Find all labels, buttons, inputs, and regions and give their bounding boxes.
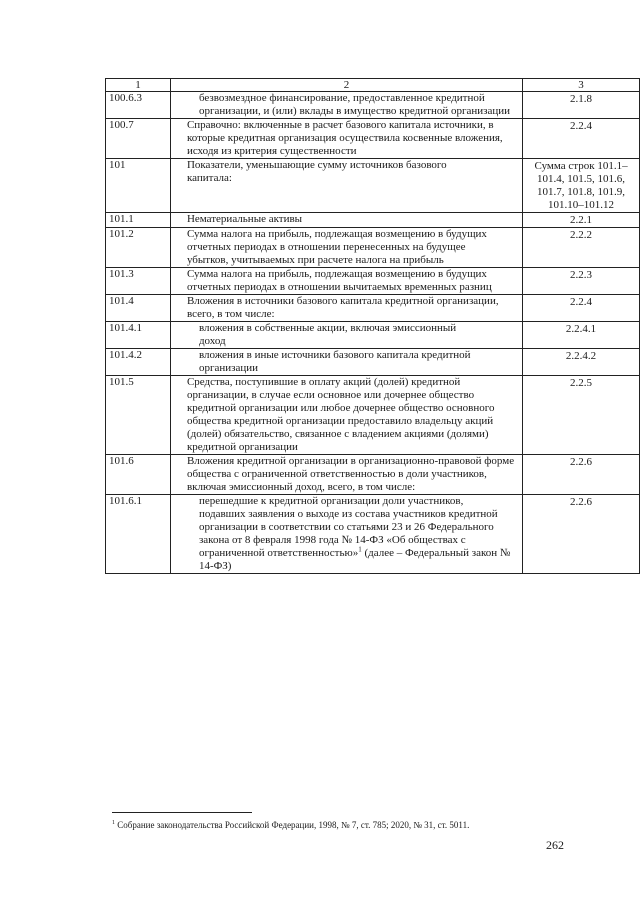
footnote-separator [112,812,252,813]
footnote-text: Собрание законодательства Российской Федерации, 1998, № 7, ст. 785; 2020, № 31, ст. 5011. [115,820,470,830]
row-code: 101 [106,159,171,213]
row-reference: 2.2.4.2 [523,349,640,376]
row-code: 100.7 [106,119,171,159]
row-reference: 2.1.8 [523,92,640,119]
table-row [106,349,640,376]
page-number: 262 [546,838,564,852]
column-header-3: 3 [523,79,640,92]
row-code: 101.4 [106,295,171,322]
row-code: 101.6.1 [106,495,171,574]
row-description: Сумма налога на прибыль, подлежащая возмещению в будущих отчетных периодах в отношении перенесенных на будущее убытков, учитываемых при расчете налога на прибыль [170,228,522,268]
row-description-text-continued: (далее – Федеральный закон № 14-ФЗ) [198,547,511,572]
table-row [106,376,640,455]
column-header-1: 1 [106,79,171,92]
row-code: 100.6.3 [106,92,171,119]
row-code: 101.4.2 [106,349,171,376]
row-description: вложения в иные источники базового капитала кредитной организации [170,349,522,376]
table-row [106,455,640,495]
row-code: 101.1 [106,213,171,228]
column-header-2: 2 [170,79,522,92]
row-reference: 2.2.6 [523,455,640,495]
row-description [170,495,522,574]
row-description: Средства, поступившие в оплату акций (долей) кредитной организации, в случае если основное или дочернее общество кредитной организации или любое дочернее общество основного общества кредитной организации предоставило владельцу акций (долей) обязательство, связанное с владением акциями (долями) кредитной организации [170,376,522,455]
row-description: Вложения в источники базового капитала кредитной организации, всего, в том числе: [170,295,522,322]
row-reference: 2.2.1 [523,213,640,228]
table-row [106,92,640,119]
footnote-reference: 1 [358,545,362,554]
row-reference: 2.2.4.1 [523,322,640,349]
table-header-row [106,79,640,92]
row-code: 101.5 [106,376,171,455]
row-reference: 2.2.3 [523,268,640,295]
row-code: 101.3 [106,268,171,295]
table-row [106,268,640,295]
table-row [106,159,640,213]
row-reference: 2.2.4 [523,295,640,322]
row-description: Вложения кредитной организации в организационно-правовой форме общества с ограниченной ответственностью в доли участников, включая эмиссионный доход, всего, в том числе: [170,455,522,495]
table-row [106,495,640,574]
report-table [105,78,640,574]
row-reference: 2.2.4 [523,119,640,159]
row-code: 101.4.1 [106,322,171,349]
row-description-text: перешедшие к кредитной организации доли участников, подавших заявления о выходе из состава участников кредитной организации в соответствии со статьями 23 и 26 Федерального закона от 8 февраля 1998 года № 14-ФЗ «Об обществах с ограниченной ответственностью» [198,495,498,559]
row-reference: 2.2.2 [523,228,640,268]
row-code: 101.6 [106,455,171,495]
table-row [106,228,640,268]
row-description: Справочно: включенные в расчет базового капитала источники, в которые кредитная организация осуществила косвенные вложения, исходя из критерия существенности [170,119,522,159]
row-code: 101.2 [106,228,171,268]
footnote [112,818,572,831]
row-reference: 2.2.6 [523,495,640,574]
table-row [106,119,640,159]
table-row [106,322,640,349]
row-reference: 2.2.5 [523,376,640,455]
row-description: Нематериальные активы [170,213,522,228]
footnote-marker: 1 [112,820,115,826]
row-description: Сумма налога на прибыль, подлежащая возмещению в будущих отчетных периодах в отношении вычитаемых временных разниц [170,268,522,295]
row-description: вложения в собственные акции, включая эмиссионный доход [170,322,522,349]
row-description: безвозмездное финансирование, предоставленное кредитной организации, и (или) вклады в имущество кредитной организации [170,92,522,119]
table-row [106,295,640,322]
table-row [106,213,640,228]
row-description: Показатели, уменьшающие сумму источников базового капитала: [170,159,522,213]
row-reference: Сумма строк 101.1–101.4, 101.5, 101.6, 101.7, 101.8, 101.9, 101.10–101.12 [523,159,640,213]
